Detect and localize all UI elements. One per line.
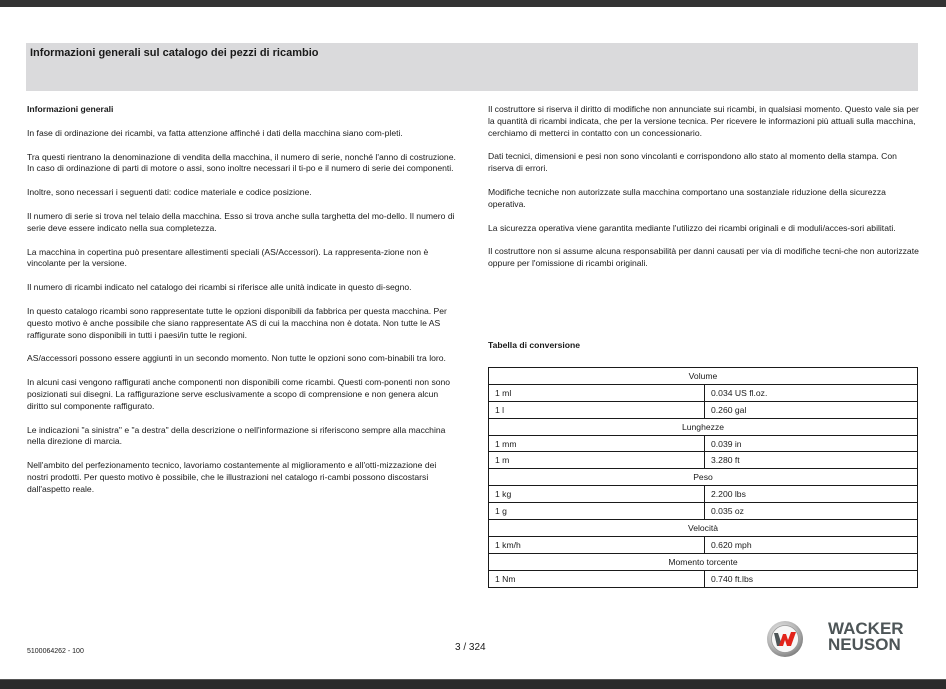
paragraph: Il costruttore si riserva il diritto di modifiche non annunciate sui ricambi, in qualsiasi momento. Questo vale sia per la quantità di ricambi indicata, che per la versione tecnica. Per ricevere le informazioni più attuali sulla macchina, cerchiamo di metterci in contatto con un concessionario.: [488, 104, 919, 138]
document-code: 5100064262 - 100: [27, 648, 84, 655]
table-section-row: [489, 368, 918, 385]
metric-cell: 1 ml: [489, 384, 705, 401]
table-row: [489, 503, 918, 520]
table-section-row: [489, 553, 918, 570]
section-label: Lunghezze: [489, 418, 918, 435]
metric-cell: 1 g: [489, 503, 705, 520]
paragraph: Inoltre, sono necessari i seguenti dati: codice materiale e codice posizione.: [27, 187, 312, 198]
section-label: Velocità: [489, 520, 918, 537]
paragraph: Il numero di serie si trova nel telaio della macchina. Esso si trova anche sulla targhetta del mo-dello. Il numero di serie deve essere indicato nella sua completezza.: [27, 210, 455, 233]
table-section-row: [489, 418, 918, 435]
metric-cell: 1 mm: [489, 435, 705, 452]
right-column: [488, 104, 920, 282]
table-row: [489, 401, 918, 418]
paragraph: Tra questi rientrano la denominazione di vendita della macchina, il numero di serie, nonché l'anno di costruzione. In caso di ordinazione di parti di motore o assi, sono inoltre necessari il ti-po e il numero di serie dei componenti.: [27, 151, 456, 174]
paragraph: Le indicazioni "a sinistra" e "a destra" della descrizione o nell'informazione si riferiscono sempre alla macchina nella direzione di marcia.: [27, 424, 446, 447]
table-row: [489, 570, 918, 587]
metric-cell: 1 l: [489, 401, 705, 418]
imperial-cell: 0.034 US fl.oz.: [705, 384, 918, 401]
table-section-row: [489, 520, 918, 537]
table-row: [489, 536, 918, 553]
conversion-table: [488, 367, 918, 588]
metric-cell: 1 Nm: [489, 570, 705, 587]
imperial-cell: 0.620 mph: [705, 536, 918, 553]
top-bar: [0, 0, 946, 7]
wacker-neuson-w-logo-icon: [766, 620, 804, 658]
metric-cell: 1 kg: [489, 486, 705, 503]
page-indicator: 3 / 324: [455, 642, 486, 653]
paragraph: Il costruttore non si assume alcuna responsabilità per danni causati per via di modifiche tecni-che non autorizzate oppure per l'omissione di ricambi originali.: [488, 246, 919, 269]
table-section-row: [489, 469, 918, 486]
imperial-cell: 0.740 ft.lbs: [705, 570, 918, 587]
paragraph: Il numero di ricambi indicato nel catalogo dei ricambi si riferisce alle unità indicate in questo di-segno.: [27, 282, 412, 293]
paragraph: Modifiche tecniche non autorizzate sulla macchina comportano una sostanziale riduzione della sicurezza operativa.: [488, 186, 886, 209]
paragraph: In fase di ordinazione dei ricambi, va fatta attenzione affinché i dati della macchina siano com-pleti.: [27, 127, 403, 138]
brand-line-1: WACKER: [828, 619, 904, 638]
brand-line-2: NEUSON: [828, 635, 901, 654]
table-row: [489, 384, 918, 401]
imperial-cell: 2.200 lbs: [705, 486, 918, 503]
page-title: Informazioni generali sul catalogo dei pezzi di ricambio: [30, 47, 319, 59]
imperial-cell: 0.260 gal: [705, 401, 918, 418]
paragraph: La macchina in copertina può presentare allestimenti speciali (AS/Accessori). La rappresenta-zione non è vincolante per la versione.: [27, 246, 429, 269]
paragraph: La sicurezza operativa viene garantita mediante l'utilizzo dei ricambi originali e di moduli/acces-sori abilitati.: [488, 222, 896, 233]
section-label: Peso: [489, 469, 918, 486]
metric-cell: 1 m: [489, 452, 705, 469]
imperial-cell: 0.039 in: [705, 435, 918, 452]
conversion-table-title: Tabella di conversione: [488, 340, 581, 350]
table-row: [489, 486, 918, 503]
paragraph: In alcuni casi vengono raffigurati anche componenti non disponibili come ricambi. Questi com-ponenti non sono posizionati sui disegni. La raffigurazione serve esclusivamente a scopo di comprensione e non genera alcun diritto sul componente raffigurato.: [27, 377, 451, 411]
section-label: Volume: [489, 368, 918, 385]
imperial-cell: 3.280 ft: [705, 452, 918, 469]
left-column: [27, 104, 459, 508]
imperial-cell: 0.035 oz: [705, 503, 918, 520]
paragraph: In questo catalogo ricambi sono rappresentate tutte le opzioni disponibili da fabbrica per questa macchina. Per questo motivo è anche possibile che siano rappresentate AS di cui la macchina non è dotata. Non tutte le AS raffigurate sono disponibili in tutti i paesi/in tutte le regioni.: [27, 305, 447, 340]
table-row: [489, 452, 918, 469]
page-header-band: [26, 43, 918, 91]
section-label: Momento torcente: [489, 553, 918, 570]
paragraph: AS/accessori possono essere aggiunti in un secondo momento. Non tutte le opzioni sono com-binabili tra loro.: [27, 353, 446, 364]
paragraph: Dati tecnici, dimensioni e pesi non sono vincolanti e corrispondono allo stato al momento della stampa. Con riserva di errori.: [488, 151, 897, 174]
brand-wordmark: [828, 621, 904, 653]
table-row: [489, 435, 918, 452]
metric-cell: 1 km/h: [489, 536, 705, 553]
section-heading: Informazioni generali: [27, 104, 114, 114]
paragraph: Nell'ambito del perfezionamento tecnico, lavoriamo costantemente al miglioramento e all'otti-mizzazione dei nostri prodotti. Per questo motivo è possibile, che le illustrazioni nel catalogo ri-cambi possono discostarsi dall'aspetto reale.: [27, 460, 437, 494]
